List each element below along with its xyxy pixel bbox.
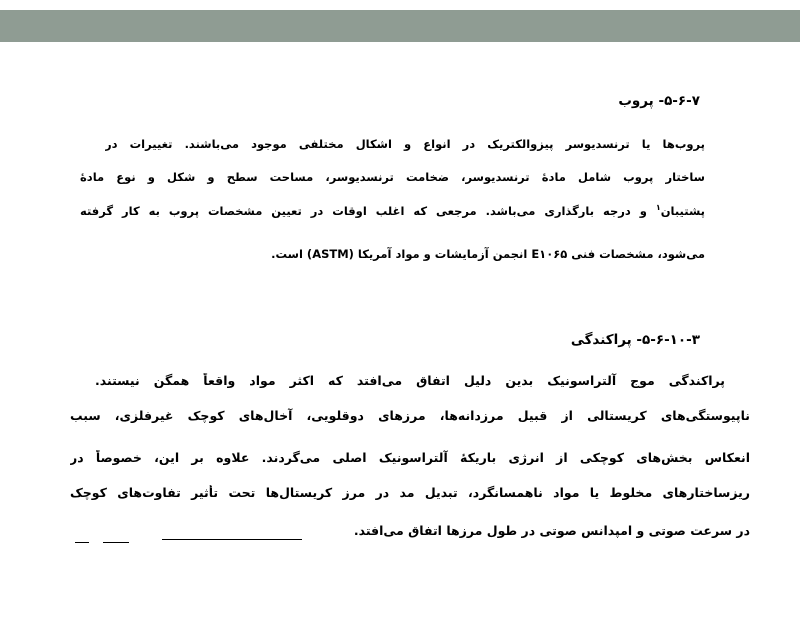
section-heading-probe: ۵-۶-۷- پروب <box>618 93 700 109</box>
footnote-separator-line <box>162 539 302 540</box>
paragraph-line: می‌شود، مشخصات فنی E۱۰۶۵ انجمن آزمایشات و مواد آمریکا (ASTM) است. <box>271 247 705 261</box>
scan-artifact-dash <box>103 542 129 543</box>
paragraph-line-with-footnote <box>80 203 705 218</box>
paragraph-line: انعکاس بخش‌های کوچکی از انرژی باریکهٔ آلتراسونیک اصلی می‌گردند. علاوه بر این، خصوصاً در <box>70 450 750 465</box>
paragraph-line: ریزساختارهای مخلوط یا مواد ناهمسانگرد، تبدیل مد در مرز کریستال‌ها تحت تأثیر تفاوت‌های کوچک <box>70 485 750 500</box>
paragraph-line: ساختار پروب شامل مادهٔ ترنسدیوسر، ضخامت ترنسدیوسر، مساحت سطح و شکل و نوع مادهٔ <box>80 170 705 184</box>
section-heading-scattering: ۵-۶-۱۰-۳- پراکندگی <box>570 332 700 348</box>
paragraph-line: پراکندگی موج آلتراسونیک بدین دلیل اتفاق می‌افتد که اکثر مواد واقعاً همگن نیستند. <box>95 373 725 388</box>
paragraph-line: در سرعت صوتی و امپدانس صوتی در طول مرزها اتفاق می‌افتد. <box>353 523 750 538</box>
paragraph-line: پروب‌ها یا ترنسدیوسر پیزوالکتریک در انواع و اشکال مختلفی موجود می‌باشند. تغییرات در <box>105 137 705 151</box>
scan-artifact-dash <box>75 542 89 543</box>
paragraph-line-text: و درجه بارگذاری می‌باشد. مرجعی که اغلب اوقات در تعیین مشخصات پروب به کار گرفته <box>80 203 647 218</box>
paragraph-word: پشتیبان <box>660 203 705 218</box>
footnote-marker: ۱ <box>655 203 661 212</box>
paragraph-line: ناپیوستگی‌های کریستالی از قبیل مرزدانه‌ها، مرزهای دوقلویی، آخال‌های کوچک غیرفلزی، سبب <box>70 408 750 423</box>
